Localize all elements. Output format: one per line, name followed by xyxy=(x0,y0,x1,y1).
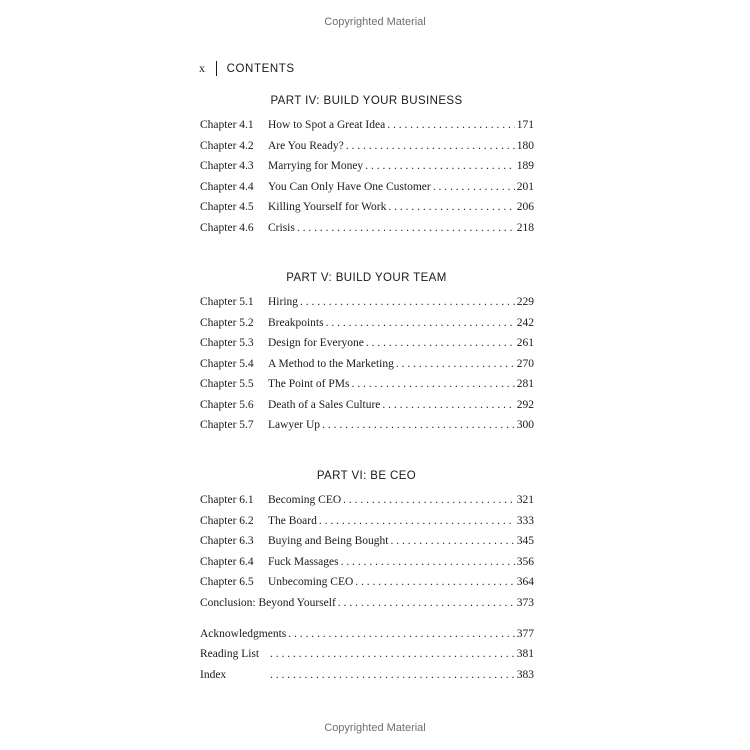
chapter-title: Hiring xyxy=(268,296,299,308)
toc-entry[interactable] xyxy=(200,356,534,372)
dot-leader xyxy=(388,199,514,215)
toc-entry[interactable] xyxy=(200,117,534,133)
page-ref: 300 xyxy=(516,419,534,431)
page-ref: 171 xyxy=(516,119,534,131)
dot-leader xyxy=(338,595,515,611)
dot-leader xyxy=(433,179,515,195)
toc-entry[interactable] xyxy=(200,199,534,215)
toc-entry[interactable] xyxy=(200,158,534,174)
chapter-title: Lawyer Up xyxy=(268,419,321,431)
part-title: PART VI: BE CEO xyxy=(316,470,417,482)
chapter-number: Chapter 4.6 xyxy=(200,221,254,234)
chapter-title: Breakpoints xyxy=(268,316,324,329)
chapter-title: Marrying for Money xyxy=(268,160,364,172)
chapter-title: Design for Everyone xyxy=(268,337,364,349)
chapter-title: Killing Yourself for Work xyxy=(268,201,387,213)
toc-entry-index[interactable] xyxy=(200,667,534,683)
chapter-title: How to Spot a Great Idea xyxy=(268,119,386,131)
page-ref: 242 xyxy=(516,316,534,329)
dot-leader xyxy=(326,315,515,331)
toc-entry[interactable] xyxy=(200,574,534,590)
page-ref: 381 xyxy=(516,648,534,660)
chapter-number: Chapter 5.7 xyxy=(200,419,254,431)
chapter-number: Chapter 5.4 xyxy=(200,357,254,370)
dot-leader xyxy=(365,158,515,174)
chapter-number: Chapter 5.6 xyxy=(200,398,254,411)
chapter-number: Chapter 6.2 xyxy=(200,514,254,527)
page-ref: 229 xyxy=(516,296,534,308)
toc-entry[interactable] xyxy=(200,492,534,508)
dot-leader xyxy=(396,356,515,372)
page-number: x xyxy=(199,61,206,75)
dot-leader xyxy=(346,138,515,154)
chapter-number: Chapter 6.4 xyxy=(200,555,254,568)
toc-entry-acknowledgments[interactable] xyxy=(200,626,534,642)
dot-leader xyxy=(390,533,514,549)
chapter-number: Chapter 6.5 xyxy=(200,576,254,588)
toc-entry[interactable] xyxy=(200,294,534,310)
page-ref: 383 xyxy=(516,668,534,681)
chapter-number: Chapter 4.3 xyxy=(200,160,254,172)
dot-leader xyxy=(270,667,515,683)
toc-entry[interactable] xyxy=(200,335,534,351)
back-matter-title: Acknowledgments xyxy=(200,627,287,640)
chapter-number: Chapter 5.2 xyxy=(200,316,254,329)
chapter-number: Chapter 5.5 xyxy=(200,378,254,390)
page-ref: 364 xyxy=(516,576,534,588)
toc-entry[interactable] xyxy=(200,179,534,195)
page-ref: 333 xyxy=(516,514,534,527)
chapter-number: Chapter 5.1 xyxy=(200,296,254,308)
dot-leader xyxy=(351,376,514,392)
dot-leader xyxy=(322,417,515,433)
dot-leader xyxy=(300,294,515,310)
page-ref: 270 xyxy=(516,357,534,370)
page-ref: 377 xyxy=(516,627,534,640)
chapter-title: Unbecoming CEO xyxy=(268,576,354,588)
chapter-title: Buying and Being Bought xyxy=(268,535,389,547)
dot-leader xyxy=(319,513,515,529)
chapter-number: Chapter 4.2 xyxy=(200,139,254,152)
running-head xyxy=(199,61,295,76)
chapter-title: Becoming CEO xyxy=(268,494,342,506)
dot-leader xyxy=(270,646,515,662)
dot-leader xyxy=(288,626,515,642)
toc-entry-reading-list[interactable] xyxy=(200,646,534,662)
toc-entry[interactable] xyxy=(200,417,534,433)
page-ref: 345 xyxy=(516,535,534,547)
page-ref: 218 xyxy=(516,221,534,234)
conclusion-title: Conclusion: Beyond Yourself xyxy=(200,596,336,609)
chapter-title: Death of a Sales Culture xyxy=(268,398,381,411)
dot-leader xyxy=(341,554,515,570)
chapter-title: You Can Only Have One Customer xyxy=(268,180,431,193)
chapter-number: Chapter 5.3 xyxy=(200,337,254,349)
dot-leader xyxy=(343,492,515,508)
page-ref: 180 xyxy=(516,139,534,152)
chapter-title: Fuck Massages xyxy=(268,555,339,568)
page-ref: 201 xyxy=(516,180,534,193)
page-ref: 373 xyxy=(516,596,534,609)
running-head-divider xyxy=(216,61,217,76)
part-title: PART IV: BUILD YOUR BUSINESS xyxy=(270,95,463,107)
chapter-title: Crisis xyxy=(268,221,295,234)
running-head-label: CONTENTS xyxy=(226,62,295,75)
page-ref: 261 xyxy=(516,337,534,349)
page-ref: 321 xyxy=(516,494,534,506)
page-ref: 356 xyxy=(516,555,534,568)
chapter-number: Chapter 6.1 xyxy=(200,494,254,506)
dot-leader xyxy=(382,397,514,413)
page-ref: 281 xyxy=(516,378,534,390)
chapter-title: The Point of PMs xyxy=(268,378,350,390)
copyright-watermark-bottom: Copyrighted Material xyxy=(324,722,426,734)
page-ref: 189 xyxy=(516,160,534,172)
dot-leader xyxy=(387,117,515,133)
toc-entry[interactable] xyxy=(200,533,534,549)
page-ref: 292 xyxy=(516,398,534,411)
back-matter-title: Index xyxy=(200,668,227,681)
toc-entry[interactable] xyxy=(200,397,534,413)
chapter-number: Chapter 6.3 xyxy=(200,535,254,547)
toc-entry[interactable] xyxy=(200,220,534,236)
chapter-number: Chapter 4.1 xyxy=(200,119,254,131)
toc-entry[interactable] xyxy=(200,513,534,529)
dot-leader xyxy=(366,335,515,351)
toc-entry[interactable] xyxy=(200,554,534,570)
toc-entry[interactable] xyxy=(200,376,534,392)
chapter-number: Chapter 4.4 xyxy=(200,180,254,193)
toc-entry[interactable] xyxy=(200,315,534,331)
toc-entry-conclusion[interactable] xyxy=(200,595,534,611)
chapter-number: Chapter 4.5 xyxy=(200,201,254,213)
chapter-title: A Method to the Marketing xyxy=(268,357,394,370)
dot-leader xyxy=(355,574,514,590)
copyright-watermark-top: Copyrighted Material xyxy=(324,16,426,28)
part-title: PART V: BUILD YOUR TEAM xyxy=(286,272,447,284)
chapter-title: The Board xyxy=(268,514,317,527)
page-ref: 206 xyxy=(516,201,534,213)
dot-leader xyxy=(297,220,515,236)
toc-entry[interactable] xyxy=(200,138,534,154)
back-matter-title: Reading List xyxy=(200,648,260,660)
chapter-title: Are You Ready? xyxy=(268,139,344,152)
